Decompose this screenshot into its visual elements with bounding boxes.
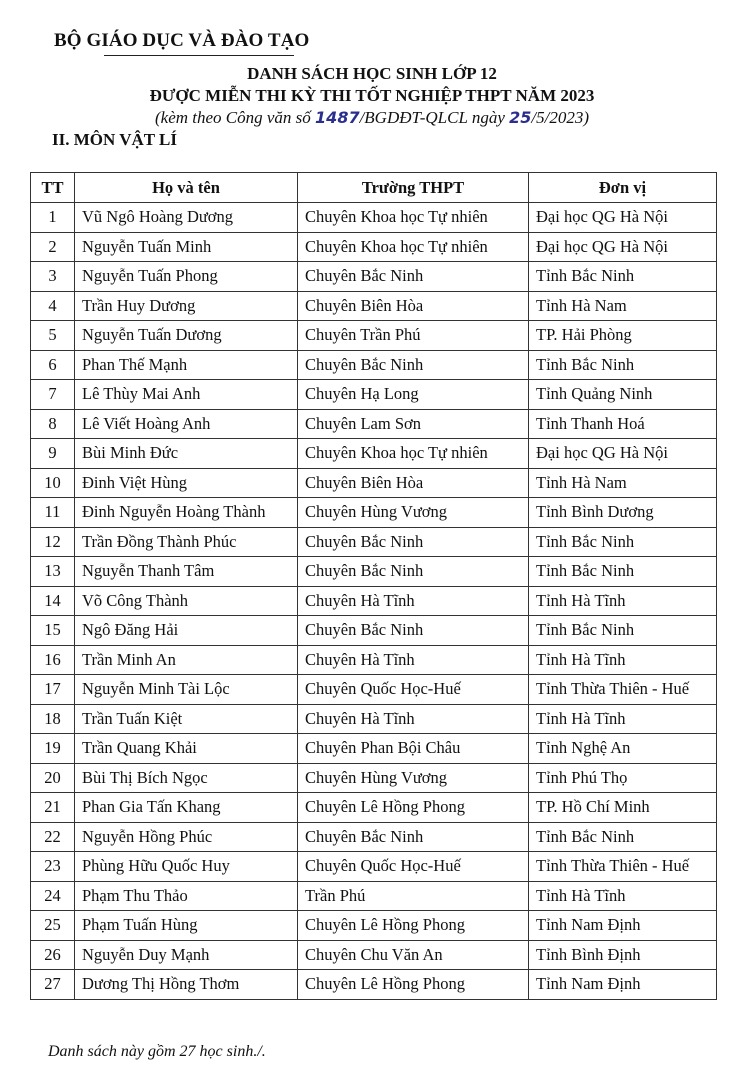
cell-name: Trần Tuấn Kiệt xyxy=(75,704,298,734)
cell-unit: Đại học QG Hà Nội xyxy=(529,203,717,233)
cell-tt: 7 xyxy=(31,380,75,410)
cell-unit: Tỉnh Bắc Ninh xyxy=(529,822,717,852)
cell-tt: 14 xyxy=(31,586,75,616)
cell-school: Chuyên Trần Phú xyxy=(298,321,529,351)
cell-tt: 4 xyxy=(31,291,75,321)
student-table xyxy=(30,172,717,1000)
cell-tt: 19 xyxy=(31,734,75,764)
table-row xyxy=(31,881,717,911)
cell-unit: Tỉnh Bắc Ninh xyxy=(529,262,717,292)
ministry-name: BỘ GIÁO DỤC VÀ ĐÀO TẠO xyxy=(54,30,310,51)
cell-unit: Tỉnh Hà Tĩnh xyxy=(529,881,717,911)
cell-name: Nguyễn Tuấn Phong xyxy=(75,262,298,292)
cell-school: Chuyên Bắc Ninh xyxy=(298,350,529,380)
table-row xyxy=(31,350,717,380)
cell-school: Chuyên Biên Hòa xyxy=(298,291,529,321)
cell-school: Chuyên Khoa học Tự nhiên xyxy=(298,232,529,262)
cell-name: Đinh Nguyễn Hoàng Thành xyxy=(75,498,298,528)
cell-school: Chuyên Bắc Ninh xyxy=(298,616,529,646)
cell-unit: Đại học QG Hà Nội xyxy=(529,439,717,469)
handwritten-doc-number: 1487 xyxy=(315,108,360,127)
table-row xyxy=(31,291,717,321)
cell-unit: Tỉnh Bắc Ninh xyxy=(529,616,717,646)
table-row xyxy=(31,675,717,705)
cell-unit: Tỉnh Hà Nam xyxy=(529,468,717,498)
cell-tt: 11 xyxy=(31,498,75,528)
cell-tt: 8 xyxy=(31,409,75,439)
table-body xyxy=(31,203,717,1000)
cell-unit: Tỉnh Nghệ An xyxy=(529,734,717,764)
cell-tt: 6 xyxy=(31,350,75,380)
table-row xyxy=(31,262,717,292)
table-row xyxy=(31,704,717,734)
cell-name: Lê Viết Hoàng Anh xyxy=(75,409,298,439)
document-title-line1: DANH SÁCH HỌC SINH LỚP 12 xyxy=(247,64,497,83)
ministry-underline xyxy=(104,55,294,56)
cell-unit: Tỉnh Bình Dương xyxy=(529,498,717,528)
cell-school: Chuyên Lam Sơn xyxy=(298,409,529,439)
cell-school: Chuyên Phan Bội Châu xyxy=(298,734,529,764)
cell-unit: Tỉnh Thanh Hoá xyxy=(529,409,717,439)
cell-unit: Tỉnh Hà Tĩnh xyxy=(529,645,717,675)
cell-unit: Tỉnh Phú Thọ xyxy=(529,763,717,793)
table-row xyxy=(31,380,717,410)
cell-tt: 22 xyxy=(31,822,75,852)
table-row xyxy=(31,557,717,587)
cell-tt: 2 xyxy=(31,232,75,262)
table-row xyxy=(31,793,717,823)
section-heading: II. MÔN VẬT LÍ xyxy=(52,130,178,149)
cell-school: Chuyên Bắc Ninh xyxy=(298,822,529,852)
table-row xyxy=(31,763,717,793)
cell-name: Trần Huy Dương xyxy=(75,291,298,321)
cell-tt: 5 xyxy=(31,321,75,351)
cell-unit: Đại học QG Hà Nội xyxy=(529,232,717,262)
cell-school: Chuyên Bắc Ninh xyxy=(298,557,529,587)
cell-name: Phan Gia Tấn Khang xyxy=(75,793,298,823)
cell-name: Trần Minh An xyxy=(75,645,298,675)
table-row xyxy=(31,203,717,233)
cell-name: Trần Quang Khải xyxy=(75,734,298,764)
table-row xyxy=(31,911,717,941)
cell-name: Nguyễn Thanh Tâm xyxy=(75,557,298,587)
cell-unit: Tỉnh Bắc Ninh xyxy=(529,527,717,557)
cell-tt: 12 xyxy=(31,527,75,557)
table-row xyxy=(31,616,717,646)
column-header-school: Trường THPT xyxy=(298,173,529,203)
cell-name: Trần Đồng Thành Phúc xyxy=(75,527,298,557)
cell-unit: Tỉnh Hà Tĩnh xyxy=(529,704,717,734)
cell-tt: 15 xyxy=(31,616,75,646)
cell-school: Chuyên Bắc Ninh xyxy=(298,262,529,292)
cell-unit: Tỉnh Nam Định xyxy=(529,970,717,1000)
cell-unit: Tỉnh Nam Định xyxy=(529,911,717,941)
table-row xyxy=(31,232,717,262)
table-row xyxy=(31,468,717,498)
cell-school: Chuyên Lê Hồng Phong xyxy=(298,911,529,941)
cell-name: Phùng Hữu Quốc Huy xyxy=(75,852,298,882)
handwritten-doc-day: 25 xyxy=(509,108,532,127)
cell-tt: 21 xyxy=(31,793,75,823)
cell-tt: 16 xyxy=(31,645,75,675)
cell-name: Phan Thế Mạnh xyxy=(75,350,298,380)
cell-name: Phạm Tuấn Hùng xyxy=(75,911,298,941)
cell-name: Bùi Thị Bích Ngọc xyxy=(75,763,298,793)
subtitle-suffix: /5/2023) xyxy=(531,108,590,127)
cell-tt: 24 xyxy=(31,881,75,911)
cell-school: Chuyên Hà Tĩnh xyxy=(298,586,529,616)
cell-tt: 17 xyxy=(31,675,75,705)
table-row xyxy=(31,409,717,439)
cell-tt: 3 xyxy=(31,262,75,292)
cell-school: Chuyên Hùng Vương xyxy=(298,763,529,793)
cell-unit: Tỉnh Hà Nam xyxy=(529,291,717,321)
cell-school: Chuyên Hạ Long xyxy=(298,380,529,410)
column-header-name: Họ và tên xyxy=(75,173,298,203)
cell-school: Chuyên Lê Hồng Phong xyxy=(298,970,529,1000)
cell-unit: Tỉnh Bình Định xyxy=(529,940,717,970)
cell-name: Vũ Ngô Hoàng Dương xyxy=(75,203,298,233)
cell-school: Chuyên Hà Tĩnh xyxy=(298,704,529,734)
cell-tt: 10 xyxy=(31,468,75,498)
cell-tt: 13 xyxy=(31,557,75,587)
cell-name: Nguyễn Duy Mạnh xyxy=(75,940,298,970)
table-row xyxy=(31,970,717,1000)
column-header-tt: TT xyxy=(31,173,75,203)
document-title-line2: ĐƯỢC MIỄN THI KỲ THI TỐT NGHIỆP THPT NĂM 2023 xyxy=(149,86,595,105)
table-row xyxy=(31,527,717,557)
cell-name: Nguyễn Hồng Phúc xyxy=(75,822,298,852)
cell-school: Chuyên Quốc Học-Huế xyxy=(298,675,529,705)
cell-school: Chuyên Hùng Vương xyxy=(298,498,529,528)
cell-school: Chuyên Biên Hòa xyxy=(298,468,529,498)
document-subtitle xyxy=(0,108,744,128)
cell-school: Chuyên Hà Tĩnh xyxy=(298,645,529,675)
table-row xyxy=(31,586,717,616)
column-header-unit: Đơn vị xyxy=(529,173,717,203)
cell-unit: Tỉnh Bắc Ninh xyxy=(529,350,717,380)
cell-school: Chuyên Bắc Ninh xyxy=(298,527,529,557)
cell-name: Ngô Đăng Hải xyxy=(75,616,298,646)
cell-school: Trần Phú xyxy=(298,881,529,911)
cell-tt: 23 xyxy=(31,852,75,882)
cell-tt: 25 xyxy=(31,911,75,941)
cell-unit: Tỉnh Bắc Ninh xyxy=(529,557,717,587)
cell-name: Đinh Việt Hùng xyxy=(75,468,298,498)
table-row xyxy=(31,498,717,528)
table-header-row xyxy=(31,173,717,203)
cell-tt: 20 xyxy=(31,763,75,793)
cell-unit: TP. Hồ Chí Minh xyxy=(529,793,717,823)
subtitle-middle: /BGDĐT-QLCL ngày xyxy=(359,108,510,127)
cell-unit: TP. Hải Phòng xyxy=(529,321,717,351)
table-row xyxy=(31,940,717,970)
footer-note: Danh sách này gồm 27 học sinh./. xyxy=(48,1043,266,1060)
cell-unit: Tỉnh Thừa Thiên - Huế xyxy=(529,675,717,705)
cell-name: Nguyễn Minh Tài Lộc xyxy=(75,675,298,705)
cell-unit: Tỉnh Thừa Thiên - Huế xyxy=(529,852,717,882)
cell-name: Võ Công Thành xyxy=(75,586,298,616)
cell-tt: 1 xyxy=(31,203,75,233)
cell-tt: 27 xyxy=(31,970,75,1000)
cell-name: Dương Thị Hồng Thơm xyxy=(75,970,298,1000)
table-row xyxy=(31,822,717,852)
cell-name: Nguyễn Tuấn Dương xyxy=(75,321,298,351)
cell-name: Nguyễn Tuấn Minh xyxy=(75,232,298,262)
cell-school: Chuyên Khoa học Tự nhiên xyxy=(298,439,529,469)
cell-tt: 18 xyxy=(31,704,75,734)
table-row xyxy=(31,439,717,469)
table-row xyxy=(31,852,717,882)
subtitle-prefix: (kèm theo Công văn số xyxy=(154,108,316,127)
cell-name: Phạm Thu Thảo xyxy=(75,881,298,911)
cell-name: Bùi Minh Đức xyxy=(75,439,298,469)
cell-school: Chuyên Quốc Học-Huế xyxy=(298,852,529,882)
table-row xyxy=(31,645,717,675)
cell-tt: 26 xyxy=(31,940,75,970)
cell-school: Chuyên Chu Văn An xyxy=(298,940,529,970)
table-row xyxy=(31,734,717,764)
cell-school: Chuyên Khoa học Tự nhiên xyxy=(298,203,529,233)
cell-unit: Tỉnh Hà Tĩnh xyxy=(529,586,717,616)
cell-name: Lê Thùy Mai Anh xyxy=(75,380,298,410)
cell-unit: Tỉnh Quảng Ninh xyxy=(529,380,717,410)
cell-tt: 9 xyxy=(31,439,75,469)
cell-school: Chuyên Lê Hồng Phong xyxy=(298,793,529,823)
table-row xyxy=(31,321,717,351)
